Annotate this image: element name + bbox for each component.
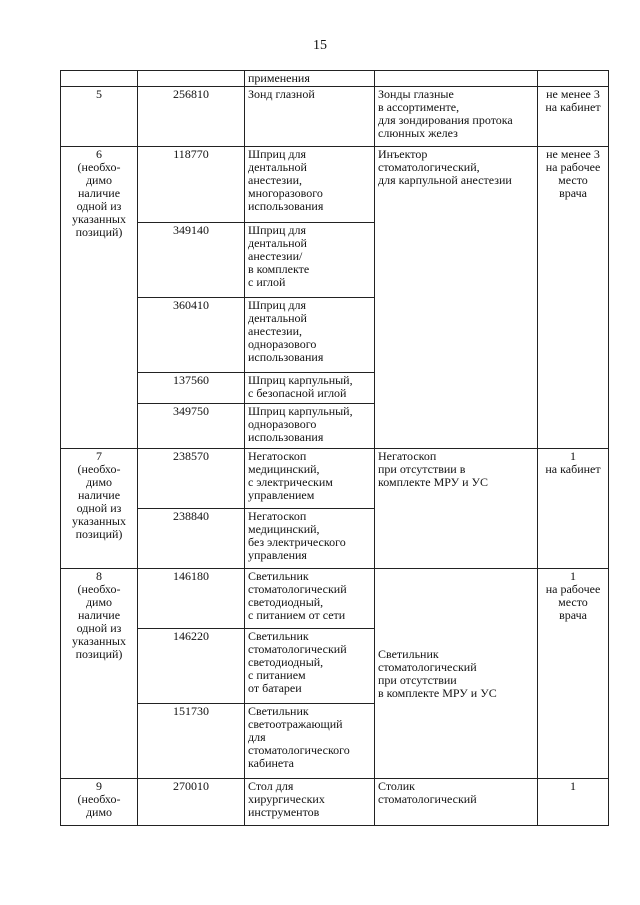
name-cell-line: Светильник <box>248 569 309 583</box>
description-cell <box>375 449 538 569</box>
description-cell-line: стоматологический, <box>378 160 480 174</box>
item-number-cell-line: наличие <box>77 186 121 200</box>
item-number-cell <box>61 779 138 826</box>
quantity-cell <box>538 71 609 87</box>
name-cell <box>245 223 375 298</box>
table-row <box>61 569 609 629</box>
item-number-cell-line: позиций) <box>75 647 123 661</box>
name-cell <box>245 71 375 87</box>
name-cell <box>245 449 375 509</box>
name-cell-line: с питанием <box>248 668 306 682</box>
code-cell: 137560 <box>138 373 245 404</box>
name-cell-line: применения <box>248 71 310 85</box>
quantity-cell-line: на рабочее <box>545 160 601 174</box>
code-cell: 238570 <box>138 449 245 509</box>
quantity-cell <box>538 87 609 147</box>
item-number-cell-line: (необхо- <box>77 160 121 174</box>
code-cell: 349140 <box>138 223 245 298</box>
quantity-cell <box>538 569 609 779</box>
name-cell-line: медицинский, <box>248 522 320 536</box>
item-number-cell-line: наличие <box>77 488 121 502</box>
quantity-cell <box>538 449 609 569</box>
quantity-cell-line: врача <box>559 186 587 200</box>
name-cell-line: использования <box>248 430 324 444</box>
name-cell-line: светоотражающий <box>248 717 343 731</box>
description-cell-line: Светильник <box>378 646 439 661</box>
item-number-cell-line: 7 <box>96 449 102 463</box>
quantity-cell-line: 1 <box>570 449 576 463</box>
description-cell-line: Зонды глазные <box>378 87 454 101</box>
table-row <box>61 779 609 826</box>
table-row <box>61 147 609 223</box>
quantity-cell-line: место <box>558 595 588 609</box>
name-cell-line: без электрического <box>248 535 346 549</box>
code-cell: 118770 <box>138 147 245 223</box>
name-cell <box>245 404 375 449</box>
item-number-cell-line: одной из <box>76 199 122 213</box>
item-number-cell <box>61 71 138 87</box>
item-number-cell-line: позиций) <box>75 225 123 239</box>
quantity-cell-line: место <box>558 173 588 187</box>
name-cell <box>245 147 375 223</box>
name-cell-line: с иглой <box>248 275 286 289</box>
name-cell <box>245 373 375 404</box>
name-cell-line: в комплекте <box>248 262 310 276</box>
quantity-cell-line: 1 <box>570 569 576 583</box>
quantity-cell-line: на кабинет <box>545 100 601 114</box>
quantity-cell-line: не менее 3 <box>546 87 600 101</box>
item-number-cell-line: 8 <box>96 569 102 583</box>
code-cell: 256810 <box>138 87 245 147</box>
description-cell-line: при отсутствии в <box>378 462 466 476</box>
item-number-cell-line: (необхо- <box>77 792 121 806</box>
name-cell <box>245 298 375 373</box>
name-cell-line: Шприц для <box>248 298 306 312</box>
item-number-cell-line: наличие <box>77 608 121 622</box>
name-cell-line: одноразового <box>248 417 317 431</box>
name-cell-line: с питанием от сети <box>248 608 346 622</box>
name-cell-line: дентальной <box>248 160 307 174</box>
item-number-cell <box>61 147 138 449</box>
name-cell-line: одноразового <box>248 337 317 351</box>
name-cell-line: анестезии, <box>248 324 302 338</box>
table-row <box>61 71 609 87</box>
name-cell-line: дентальной <box>248 236 307 250</box>
name-cell-line: от батареи <box>248 681 302 695</box>
item-number-cell <box>61 449 138 569</box>
item-number-cell-line: одной из <box>76 501 122 515</box>
description-cell-line: Инъектор <box>378 147 428 161</box>
name-cell-line: для <box>248 730 266 744</box>
item-number-cell-line: позиций) <box>75 527 123 541</box>
item-number-cell-line: указанных <box>72 514 126 528</box>
item-number-cell-line: димо <box>85 595 113 609</box>
name-cell-line: Шприц карпульный, <box>248 404 353 418</box>
name-cell-line: с электрическим <box>248 475 333 489</box>
name-cell <box>245 779 375 826</box>
name-cell-line: Зонд глазной <box>248 87 315 101</box>
name-cell-line: инструментов <box>248 805 320 819</box>
item-number-cell-line: 6 <box>96 147 102 161</box>
code-cell: 146180 <box>138 569 245 629</box>
name-cell-line: Негатоскоп <box>248 449 307 463</box>
table-row <box>61 87 609 147</box>
name-cell-line: управления <box>248 548 307 562</box>
quantity-cell-line: 1 <box>570 779 576 793</box>
description-cell <box>375 71 538 87</box>
description-cell-line: стоматологический <box>378 659 477 674</box>
item-number-cell-line: 5 <box>96 87 102 101</box>
name-cell <box>245 509 375 569</box>
page-number: 15 <box>313 38 327 53</box>
name-cell-line: с безопасной иглой <box>248 386 347 400</box>
name-cell-line: анестезии/ <box>248 249 303 263</box>
description-cell-line: при отсутствии <box>378 672 457 687</box>
description-cell-line: слюнных желез <box>378 126 458 140</box>
description-cell-line: для зондирования протока <box>378 113 513 127</box>
name-cell-line: Шприц для <box>248 223 306 237</box>
table-body <box>61 71 609 826</box>
item-number-cell-line: указанных <box>72 212 126 226</box>
description-cell <box>375 147 538 449</box>
name-cell-line: стоматологического <box>248 743 350 757</box>
name-cell <box>245 629 375 704</box>
description-cell-line: для карпульной анестезии <box>378 173 512 187</box>
description-cell <box>375 87 538 147</box>
code-cell: 151730 <box>138 704 245 779</box>
item-number-cell-line: (необхо- <box>77 462 121 476</box>
name-cell-line: использования <box>248 199 324 213</box>
code-cell: 349750 <box>138 404 245 449</box>
code-cell: 270010 <box>138 779 245 826</box>
quantity-cell-line: на рабочее <box>545 582 601 596</box>
quantity-cell-line: врача <box>559 608 587 622</box>
name-cell-line: светодиодный, <box>248 655 324 669</box>
equipment-table <box>60 70 609 826</box>
name-cell <box>245 569 375 629</box>
name-cell-line: светодиодный, <box>248 595 324 609</box>
table-row <box>61 449 609 509</box>
item-number-cell-line: димо <box>85 475 113 489</box>
code-cell: 146220 <box>138 629 245 704</box>
name-cell-line: Светильник <box>248 704 309 718</box>
name-cell-line: Шприц для <box>248 147 306 161</box>
item-number-cell-line: димо <box>85 805 113 819</box>
code-cell: 238840 <box>138 509 245 569</box>
name-cell-line: хирургических <box>248 792 325 806</box>
code-cell: 360410 <box>138 298 245 373</box>
quantity-cell <box>538 147 609 449</box>
item-number-cell <box>61 87 138 147</box>
name-cell-line: стоматологический <box>248 582 347 596</box>
item-number-cell-line: одной из <box>76 621 122 635</box>
item-number-cell <box>61 569 138 779</box>
description-cell-line: в ассортименте, <box>378 100 460 114</box>
description-cell-line: Столик <box>378 779 416 793</box>
name-cell-line: использования <box>248 350 324 364</box>
name-cell-line: кабинета <box>248 756 294 770</box>
quantity-cell-line: не менее 3 <box>546 147 600 161</box>
item-number-cell-line: 9 <box>96 779 102 793</box>
name-cell <box>245 704 375 779</box>
quantity-cell <box>538 779 609 826</box>
name-cell-line: Светильник <box>248 629 309 643</box>
name-cell-line: управлением <box>248 488 315 502</box>
description-cell-line: стоматологический <box>378 792 477 806</box>
item-number-cell-line: (необхо- <box>77 582 121 596</box>
name-cell-line: Негатоскоп <box>248 509 307 523</box>
item-number-cell-line: димо <box>85 173 113 187</box>
description-cell <box>375 569 538 779</box>
name-cell-line: стоматологический <box>248 642 347 656</box>
name-cell-line: многоразового <box>248 186 323 200</box>
quantity-cell-line: на кабинет <box>545 462 601 476</box>
name-cell-line: Стол для <box>248 779 294 793</box>
name-cell-line: дентальной <box>248 311 307 325</box>
name-cell-line: медицинский, <box>248 462 320 476</box>
item-number-cell-line: указанных <box>72 634 126 648</box>
name-cell-line: Шприц карпульный, <box>248 373 353 387</box>
name-cell-line: анестезии, <box>248 173 302 187</box>
description-cell-line: Негатоскоп <box>378 449 437 463</box>
code-cell <box>138 71 245 87</box>
name-cell <box>245 87 375 147</box>
description-cell-line: комплекте МРУ и УС <box>378 475 489 489</box>
description-cell-line: в комплекте МРУ и УС <box>378 685 497 700</box>
description-cell <box>375 779 538 826</box>
